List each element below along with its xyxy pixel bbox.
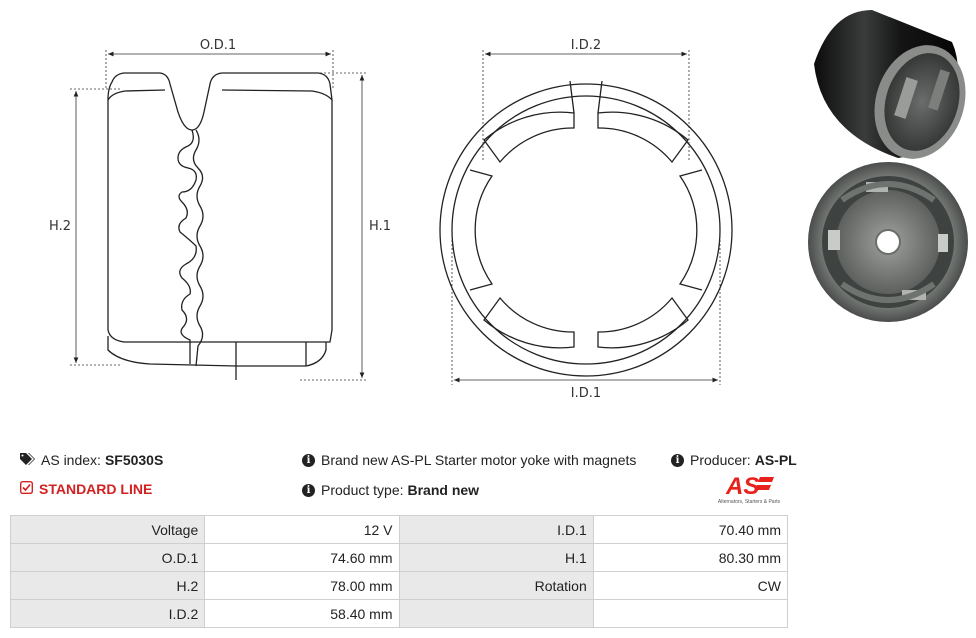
- producer-label: Producer:: [690, 452, 751, 468]
- as-pl-logo: [702, 472, 796, 506]
- id2-label: I.D.2: [570, 38, 602, 53]
- spec-value: 78.00 mm: [205, 572, 399, 600]
- spec-key: H.2: [11, 572, 205, 600]
- logo-tagline: Alternators, Starters & Parts: [717, 499, 781, 505]
- table-row: [11, 544, 788, 572]
- specs-table: [10, 515, 788, 628]
- id1-label: I.D.1: [570, 386, 602, 401]
- description-row: [302, 452, 636, 468]
- standard-line-label: STANDARD LINE: [39, 481, 153, 497]
- table-row: [11, 516, 788, 544]
- producer-value: AS-PL: [754, 452, 797, 468]
- top-dimensions: [452, 50, 720, 385]
- spec-value: 74.60 mm: [205, 544, 399, 572]
- description-text: Brand new AS-PL Starter motor yoke with magnets: [321, 452, 637, 468]
- h1-label: H.1: [369, 219, 391, 234]
- spec-key: O.D.1: [11, 544, 205, 572]
- side-dimensions: [70, 50, 368, 380]
- spec-key: I.D.1: [399, 516, 593, 544]
- h2-label: H.2: [49, 219, 71, 234]
- top-view: [440, 81, 732, 376]
- spec-key: Rotation: [399, 572, 593, 600]
- spec-value: CW: [593, 572, 787, 600]
- spec-value: 12 V: [205, 516, 399, 544]
- od1-label: O.D.1: [199, 38, 237, 53]
- check-square-icon: [20, 481, 33, 497]
- table-row: [11, 572, 788, 600]
- info-icon: i: [671, 454, 684, 467]
- product-type-row: [302, 482, 479, 498]
- product-type-value: Brand new: [407, 482, 480, 498]
- spec-value: 58.40 mm: [205, 600, 399, 628]
- info-icon: i: [302, 484, 315, 497]
- product-photo-side: [802, 2, 972, 162]
- spec-key: [399, 600, 593, 628]
- spec-value: 70.40 mm: [593, 516, 787, 544]
- spec-key: H.1: [399, 544, 593, 572]
- spec-value: [593, 600, 787, 628]
- producer-row: [671, 452, 797, 468]
- side-view: [108, 73, 332, 380]
- as-index-value: SF5030S: [104, 452, 164, 468]
- product-type-label: Product type:: [321, 482, 404, 498]
- product-photo-top: [806, 160, 972, 326]
- spec-value: 80.30 mm: [593, 544, 787, 572]
- standard-line-row: [20, 481, 152, 497]
- tags-icon: [20, 452, 35, 468]
- table-row: [11, 600, 788, 628]
- spec-key: Voltage: [11, 516, 205, 544]
- as-index-label: AS index:: [41, 452, 101, 468]
- logo-mark: AS: [726, 473, 760, 500]
- info-icon: i: [302, 454, 315, 467]
- spec-key: I.D.2: [11, 600, 205, 628]
- as-index-row: [20, 452, 163, 468]
